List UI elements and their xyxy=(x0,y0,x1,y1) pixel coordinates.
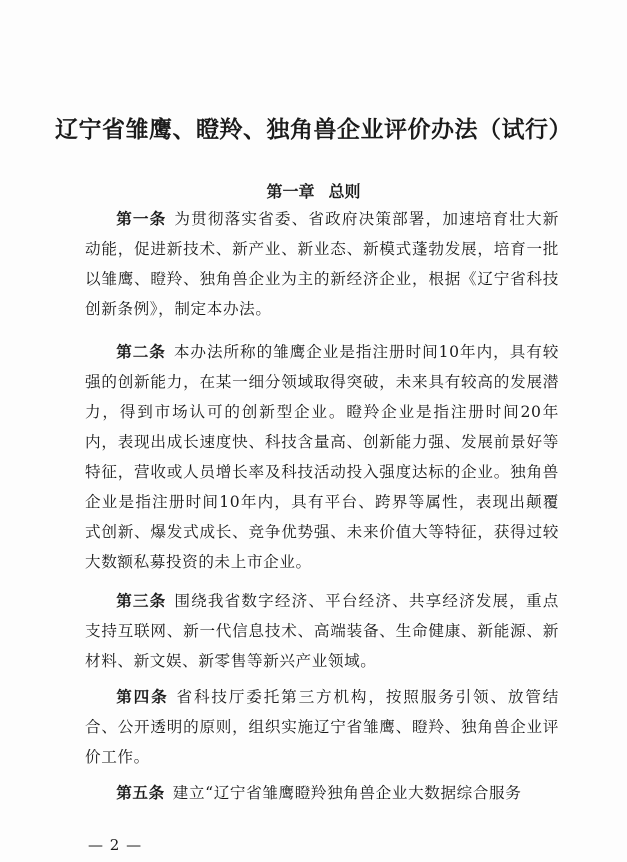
article-2-text: 本办法所称的雏鹰企业是指注册时间10年内，具有较强的创新能力，在某一细分领域取得突破，未来具有较高的发展潜力，得到市场认可的创新型企业。瞪羚企业是指注册时间20年内，表现出成长速度快、科技含量高、创新能力强、发展前景好等特征，营收或人员增长率及科技活动投入强度达标的企业。独角兽企业是指注册时间10年内，具有平台、跨界等属性，表现出颠覆式创新、爆发式成长、竞争优势强、未来价值大等特征，获得过较大数额私募投资的未上市企业。 xyxy=(85,343,559,571)
page-number: — 2 — xyxy=(88,836,143,854)
article-5 xyxy=(85,778,559,808)
article-2-label: 第二条 xyxy=(116,343,166,361)
article-1 xyxy=(85,204,559,324)
chapter-heading xyxy=(0,181,627,203)
document-title: 辽宁省雏鹰、瞪羚、独角兽企业评价办法（试行） xyxy=(55,117,572,143)
chapter-name: 总则 xyxy=(328,182,361,201)
article-4-text: 省科技厅委托第三方机构，按照服务引领、放管结合、公开透明的原则，组织实施辽宁省雏鹰、瞪羚、独角兽企业评价工作。 xyxy=(85,688,559,766)
article-4-label: 第四条 xyxy=(116,688,169,706)
article-4 xyxy=(85,682,559,772)
article-5-label: 第五条 xyxy=(116,784,165,802)
article-1-label: 第一条 xyxy=(116,210,167,228)
chapter-number: 第一章 xyxy=(266,182,315,201)
article-1-text: 为贯彻落实省委、省政府决策部署，加速培育壮大新动能，促进新技术、新产业、新业态、新模式蓬勃发展，培育一批以雏鹰、瞪羚、独角兽企业为主的新经济企业，根据《辽宁省科技创新条例》，制定本办法。 xyxy=(85,210,559,318)
article-3 xyxy=(85,586,559,676)
article-2 xyxy=(85,337,559,577)
article-5-text: 建立“辽宁省雏鹰瞪羚独角兽企业大数据综合服务 xyxy=(172,784,522,802)
article-3-text: 围绕我省数字经济、平台经济、共享经济发展，重点支持互联网、新一代信息技术、高端装备、生命健康、新能源、新材料、新文娱、新零售等新兴产业领域。 xyxy=(85,592,559,670)
article-3-label: 第三条 xyxy=(116,592,167,610)
